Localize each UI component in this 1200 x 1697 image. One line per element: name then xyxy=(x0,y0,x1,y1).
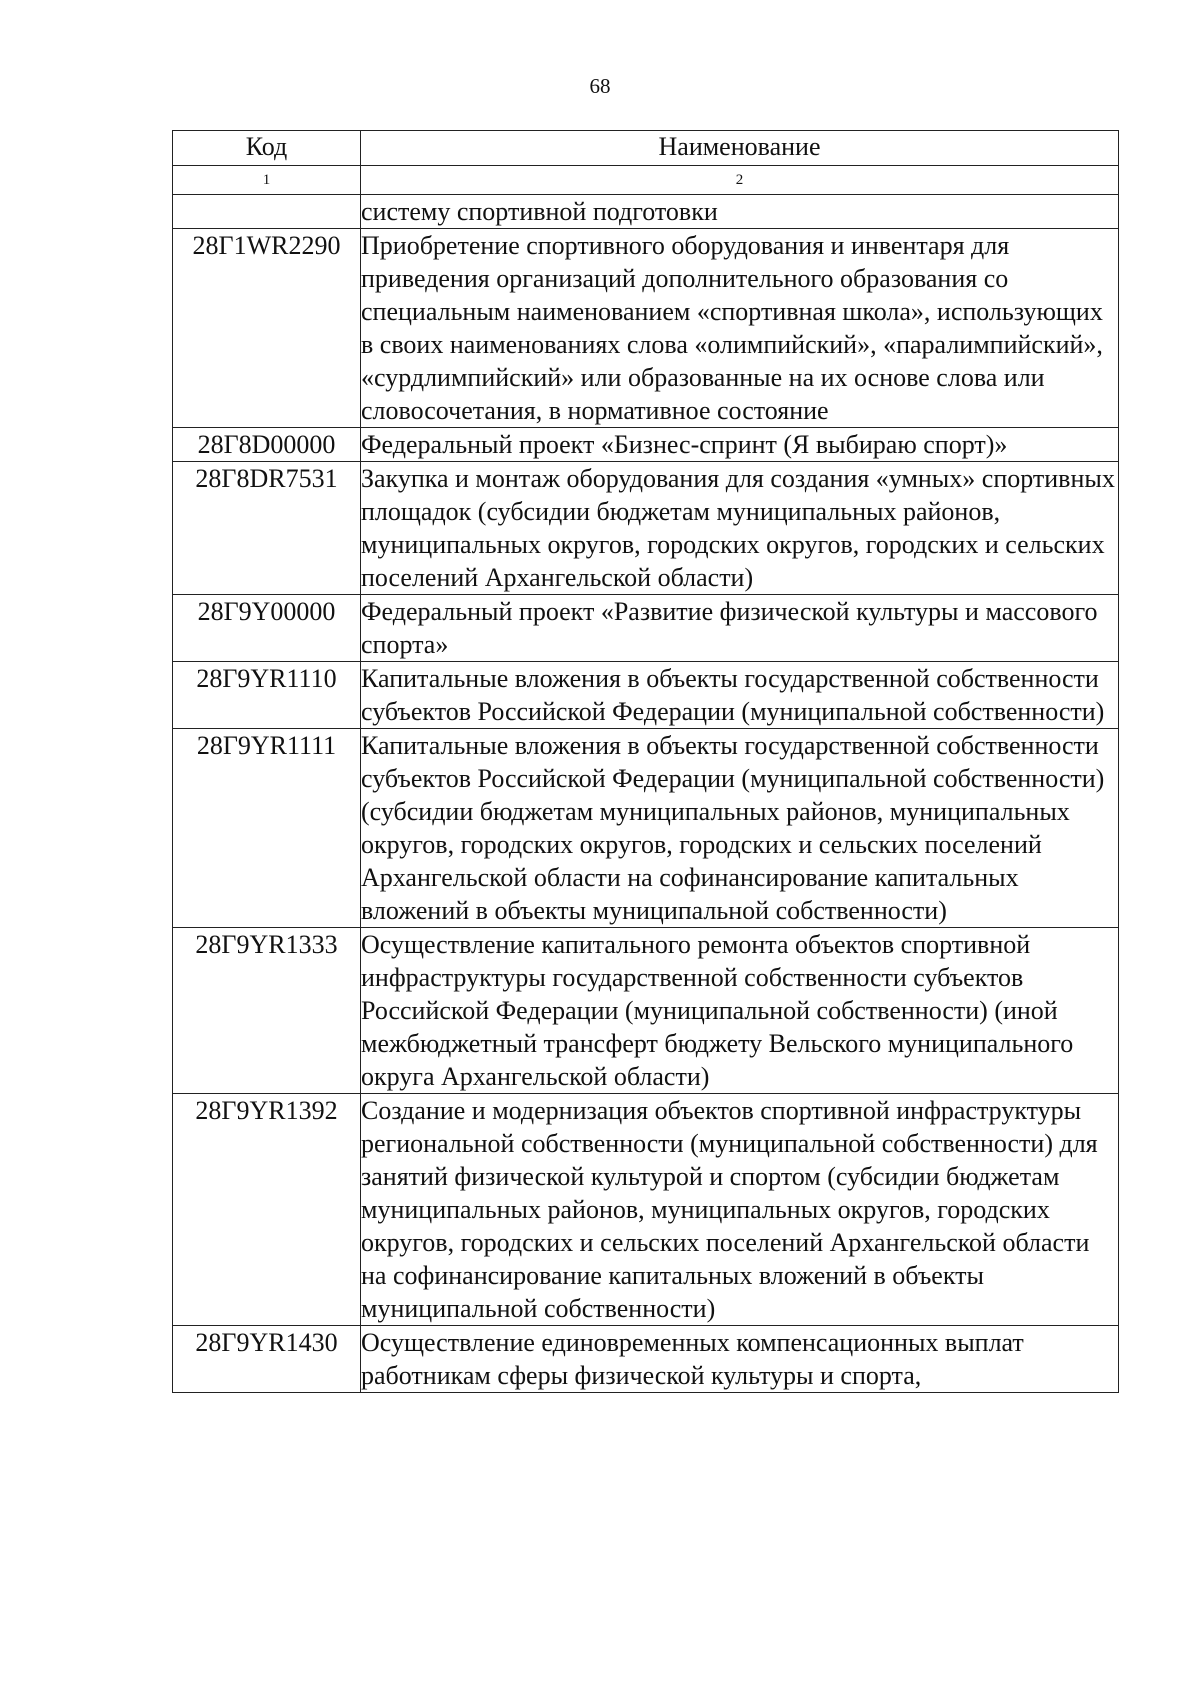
code-cell: 28Г9YR1392 xyxy=(173,1094,361,1326)
table-row xyxy=(173,595,1119,662)
code-cell: 28Г9YR1333 xyxy=(173,928,361,1094)
header-name: Наименование xyxy=(361,131,1119,166)
table-row xyxy=(173,1326,1119,1393)
name-cell: Осуществление капитального ремонта объектов спортивной инфраструктуры государственной собственности субъектов Российской Федерации (муниципальной собственности) (иной межбюджетный трансферт бюджету Вельского муниципального округа Архангельской области) xyxy=(361,928,1119,1094)
code-cell: 28Г9Y00000 xyxy=(173,595,361,662)
name-cell: систему спортивной подготовки xyxy=(361,195,1119,229)
name-cell: Капитальные вложения в объекты государственной собственности субъектов Российской Федерации (муниципальной собственности) (субсидии бюджетам муниципальных районов, муниципальных округов, городских округов, городских и сельских поселений Архангельской области на софинансирование капитальных вложений в объекты муниципальной собственности) xyxy=(361,729,1119,928)
budget-code-table xyxy=(172,130,1119,1393)
name-cell: Федеральный проект «Бизнес-спринт (Я выбираю спорт)» xyxy=(361,428,1119,462)
table-row xyxy=(173,928,1119,1094)
table-row xyxy=(173,462,1119,595)
code-cell: 28Г9YR1430 xyxy=(173,1326,361,1393)
table-row xyxy=(173,662,1119,729)
name-cell: Осуществление единовременных компенсационных выплат работникам сферы физической культуры и спорта, xyxy=(361,1326,1119,1393)
code-cell: 28Г9YR1111 xyxy=(173,729,361,928)
name-cell: Приобретение спортивного оборудования и инвентаря для приведения организаций дополнительного образования со специальным наименованием «спортивная школа», использующих в своих наименованиях слова «олимпийский», «паралимпийский», «сурдлимпийский» или образованные на их основе слова или словосочетания, в нормативное состояние xyxy=(361,229,1119,428)
code-cell: 28Г8DR7531 xyxy=(173,462,361,595)
code-cell: 28Г8D00000 xyxy=(173,428,361,462)
name-cell: Капитальные вложения в объекты государственной собственности субъектов Российской Федерации (муниципальной собственности) xyxy=(361,662,1119,729)
table-row xyxy=(173,229,1119,428)
table-row xyxy=(173,1094,1119,1326)
page-number: 68 xyxy=(589,74,611,98)
table-row xyxy=(173,729,1119,928)
table-row xyxy=(173,428,1119,462)
column-number-row xyxy=(173,166,1119,195)
name-cell: Закупка и монтаж оборудования для создания «умных» спортивных площадок (субсидии бюджетам муниципальных районов, муниципальных округов, городских округов, городских и сельских поселений Архангельской области) xyxy=(361,462,1119,595)
code-cell xyxy=(173,195,361,229)
name-cell: Создание и модернизация объектов спортивной инфраструктуры региональной собственности (муниципальной собственности) для занятий физической культурой и спортом (субсидии бюджетам муниципальных районов, муниципальных округов, городских округов, городских и сельских поселений Архангельской области на софинансирование капитальных вложений в объекты муниципальной собственности) xyxy=(361,1094,1119,1326)
column-number-1: 1 xyxy=(173,166,361,195)
code-cell: 28Г1WR2290 xyxy=(173,229,361,428)
column-number-2: 2 xyxy=(361,166,1119,195)
name-cell: Федеральный проект «Развитие физической культуры и массового спорта» xyxy=(361,595,1119,662)
header-code: Код xyxy=(173,131,361,166)
table-header-row xyxy=(173,131,1119,166)
table-row xyxy=(173,195,1119,229)
code-cell: 28Г9YR1110 xyxy=(173,662,361,729)
